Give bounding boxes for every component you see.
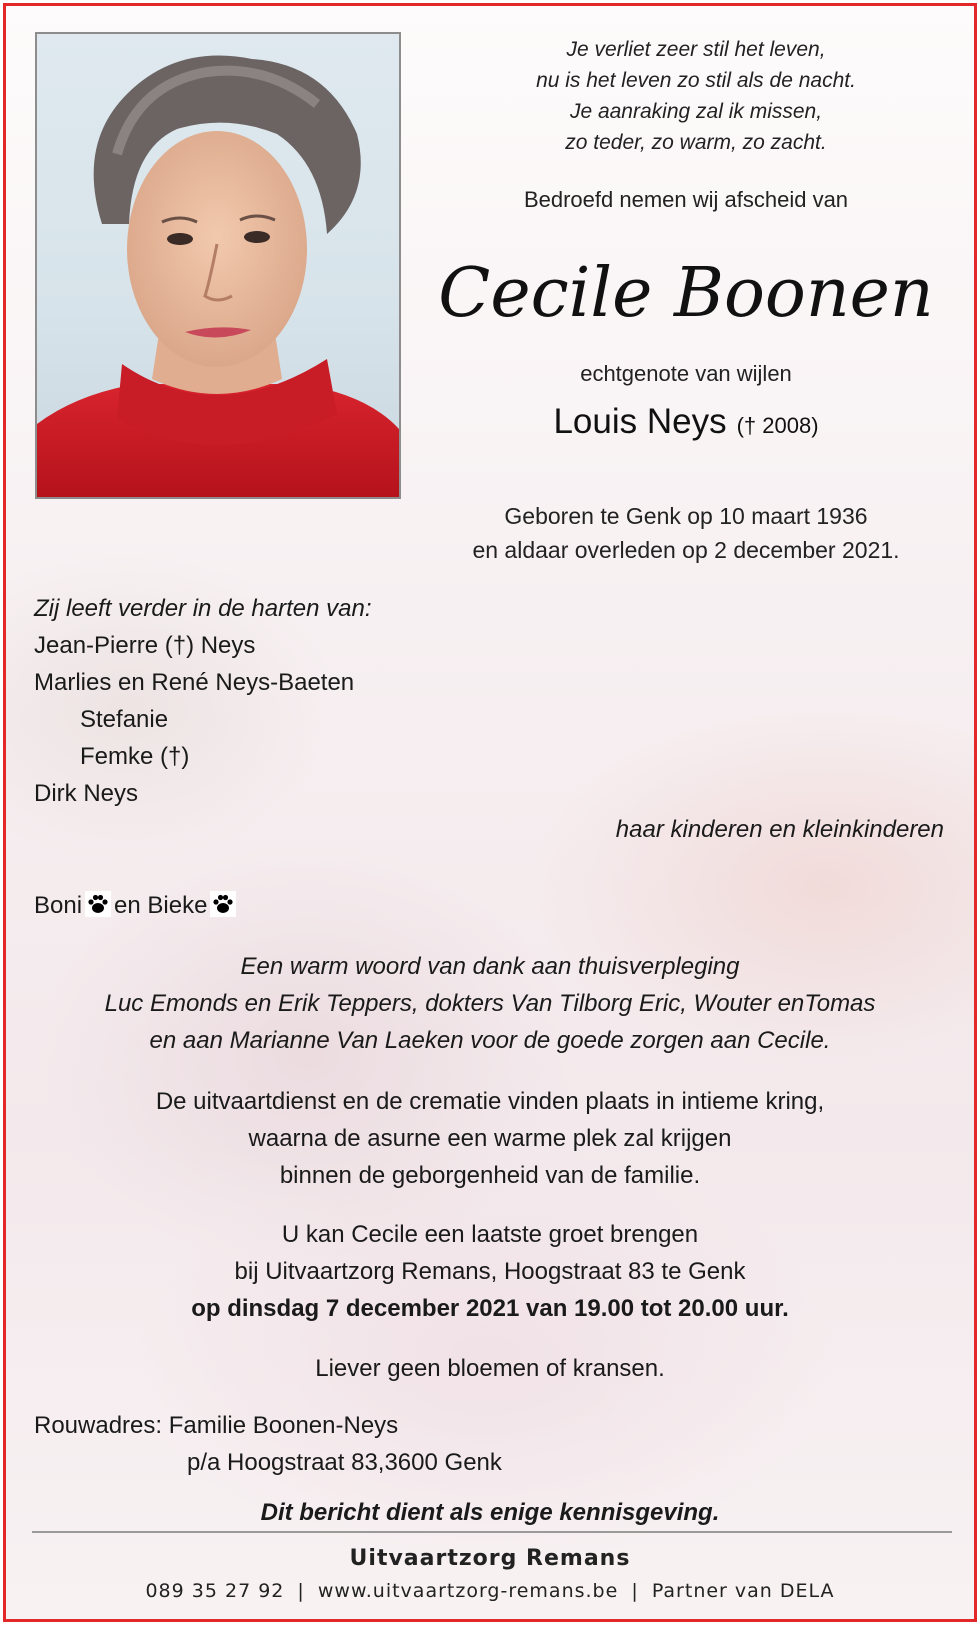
death-line: en aldaar overleden op 2 december 2021. — [472, 537, 900, 563]
family-member: Femke (†) — [80, 743, 190, 770]
visit-block — [6, 1216, 974, 1327]
birth-line: Geboren te Genk op 10 maart 1936 — [504, 503, 868, 529]
paw-icon — [85, 891, 111, 917]
thanks-line: Luc Emonds en Erik Teppers, dokters Van Tilborg Eric, Wouter enTomas — [104, 990, 876, 1017]
thanks-block — [6, 948, 974, 1059]
address-line2: p/a Hoogstraat 83,3600 Genk — [187, 1449, 502, 1476]
ceremony-block — [6, 1083, 974, 1194]
footer-partner: Partner van DELA — [651, 1580, 835, 1602]
footer-phone: 089 35 27 92 — [145, 1580, 285, 1602]
footer-website[interactable]: www.uitvaartzorg-remans.be — [317, 1580, 619, 1602]
pet-joiner: en Bieke — [114, 892, 208, 919]
farewell-intro: Bedroefd nemen wij afscheid van — [523, 187, 849, 212]
pets-line — [34, 887, 239, 924]
paw-icon — [210, 891, 236, 917]
poem-line: nu is het leven zo stil als de nacht. — [536, 69, 856, 92]
portrait-photo — [35, 32, 401, 499]
visit-time: op dinsdag 7 december 2021 van 19.00 tot 20.00 uur. — [191, 1295, 789, 1322]
poem-line: Je verliet zeer stil het leven, — [566, 38, 826, 61]
address-block — [34, 1407, 502, 1481]
footer-info — [6, 1580, 974, 1602]
family-closing: haar kinderen en kleinkinderen — [615, 816, 944, 843]
thanks-line: en aan Marianne Van Laeken voor de goede zorgen aan Cecile. — [149, 1027, 831, 1054]
footer-divider — [32, 1531, 952, 1533]
family-block — [34, 590, 372, 812]
poem-line: Je aanraking zal ik missen, — [569, 100, 823, 123]
life-dates — [426, 499, 946, 567]
visit-line: U kan Cecile een laatste groet brengen — [281, 1221, 699, 1248]
obituary-card — [3, 3, 977, 1622]
spouse-line — [426, 402, 946, 442]
family-member: Jean-Pierre (†) Neys — [34, 632, 256, 659]
notice: Dit bericht dient als enige kennisgeving. — [260, 1499, 720, 1526]
spouse-death: († 2008) — [736, 413, 819, 438]
poem — [486, 34, 906, 158]
footer-separator: | — [631, 1580, 639, 1602]
ceremony-line: binnen de geborgenheid van de familie. — [279, 1162, 701, 1189]
pet-name: Boni — [34, 892, 83, 919]
no-flowers: Liever geen bloemen of kransen. — [315, 1355, 665, 1382]
footer-separator: | — [297, 1580, 305, 1602]
family-member: Dirk Neys — [34, 780, 139, 807]
footer-company: Uitvaartzorg Remans — [349, 1546, 631, 1571]
family-member: Stefanie — [80, 706, 169, 733]
family-member: Marlies en René Neys-Baeten — [34, 669, 355, 696]
portrait-illustration — [37, 34, 399, 497]
address-line1: Rouwadres: Familie Boonen-Neys — [34, 1412, 399, 1439]
visit-line: bij Uitvaartzorg Remans, Hoogstraat 83 te Genk — [234, 1258, 746, 1285]
thanks-line: Een warm woord van dank aan thuisverpleging — [240, 953, 740, 980]
ceremony-line: waarna de asurne een warme plek zal krijgen — [248, 1125, 732, 1152]
ceremony-line: De uitvaartdienst en de crematie vinden plaats in intieme kring, — [155, 1088, 825, 1115]
spouse-name: Louis Neys — [553, 402, 727, 441]
poem-line: zo teder, zo warm, zo zacht. — [565, 131, 827, 154]
deceased-name: Cecile Boonen — [438, 254, 934, 333]
spouse-intro: echtgenote van wijlen — [580, 361, 792, 386]
family-intro: Zij leeft verder in de harten van: — [34, 595, 372, 622]
